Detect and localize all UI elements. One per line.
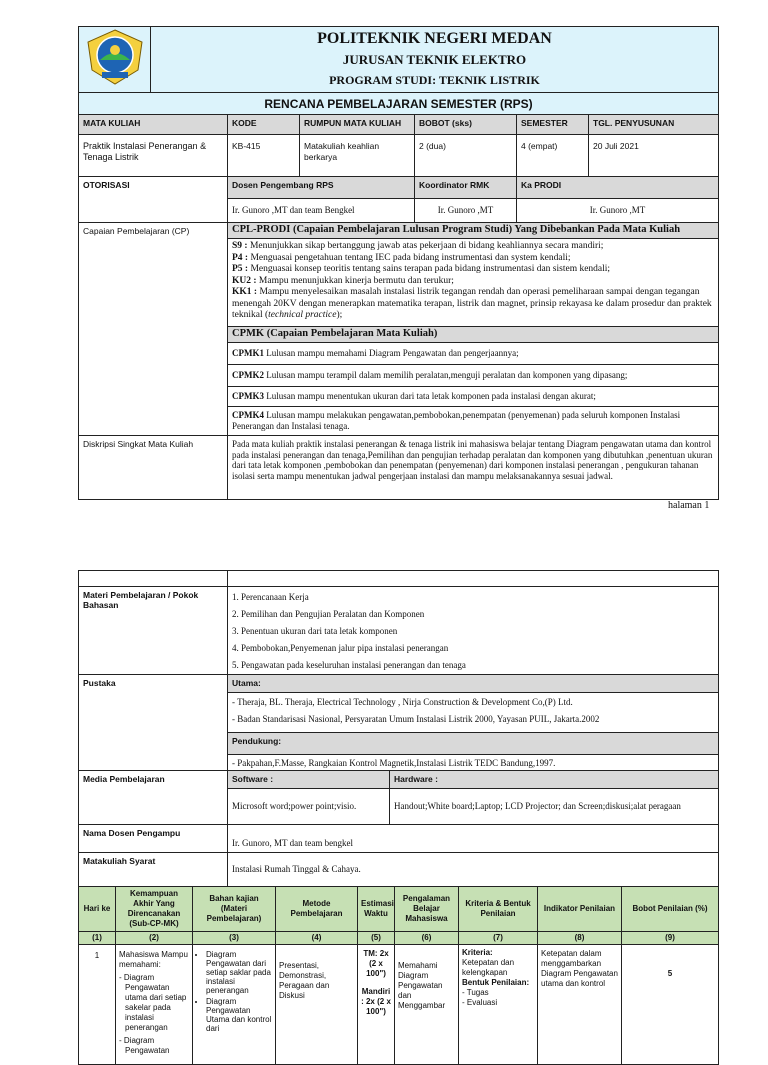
cpl-item-p5: P5 : Menguasai konsep teoritis tentang sains terapan pada bidang instrumentasi dan sistem kendali; bbox=[232, 264, 611, 274]
course-header-bobot: BOBOT (sks) bbox=[415, 115, 517, 135]
utama-item: - Badan Standarisasi Nasional, Persyaratan Umum Instalasi Listrik 2000, Yayasan PUIL, Jakarta.2002 bbox=[232, 714, 600, 724]
course-value-semester: 4 (empat) bbox=[517, 135, 589, 177]
course-value-tgl: 20 Juli 2021 bbox=[589, 135, 719, 177]
software-label: Software : bbox=[228, 771, 390, 789]
schedule-col-number: (3) bbox=[193, 932, 276, 945]
materi-item: 3. Penentuan ukuran dari tata letak komponen bbox=[232, 626, 398, 636]
cpmk-item-2: CPMK2 Lulusan mampu terampil dalam memilih peralatan,menguji peralatan dan komponen yang dipasang; bbox=[228, 364, 719, 386]
otorisasi-table bbox=[78, 176, 719, 223]
schedule-estimasi: TM: 2x (2 x 100") Mandiri : 2x (2 x 100") bbox=[358, 945, 395, 1065]
polmed-logo-icon bbox=[84, 28, 146, 86]
deskripsi-table bbox=[78, 435, 719, 500]
schedule-kemampuan: Mahasiswa Mampu memahami: - Diagram Pengawatan utama dari setiap sakelar pada instalasi penerangan - Diagram Pengawatan bbox=[116, 945, 193, 1065]
schedule-col-number: (8) bbox=[538, 932, 622, 945]
schedule-header: Hari ke bbox=[79, 887, 116, 932]
materi-item: 4. Pembobokan,Penyemenan jalur pipa instalasi penerangan bbox=[232, 643, 449, 653]
institution-name: POLITEKNIK NEGERI MEDAN bbox=[317, 30, 552, 47]
utama-label: Utama: bbox=[228, 675, 719, 693]
dosen-label: Nama Dosen Pengampu bbox=[79, 825, 228, 853]
materi-item: 1. Perencanaan Kerja bbox=[232, 592, 309, 602]
page2-table bbox=[78, 570, 719, 887]
dosen-value: Ir. Gunoro, MT dan team bengkel bbox=[228, 825, 719, 853]
syarat-value: Instalasi Rumah Tinggal & Cahaya. bbox=[228, 853, 719, 887]
role-koordinator: Koordinator RMK bbox=[415, 177, 517, 199]
schedule-indikator: Ketepatan dalam menggambarkan Diagram Pengawatan utama dan kontrol bbox=[538, 945, 622, 1065]
course-value-bobot: 2 (dua) bbox=[415, 135, 517, 177]
cpmk-title: CPMK (Capaian Pembelajaran Mata Kuliah) bbox=[228, 326, 719, 342]
course-value-rumpun: Matakuliah keahlian berkarya bbox=[300, 135, 415, 177]
cpmk-item-1: CPMK1 Lulusan mampu memahami Diagram Pengawatan dan pengerjaannya; bbox=[228, 342, 719, 364]
cpmk-item-4: CPMK4 Lulusan mampu melakukan pengawatan,pembobokan,penempatan (penyemenan) pada seluruh komponen Instalasi Penerangan dan Instalasi tenaga. bbox=[228, 406, 719, 435]
utama-item: - Theraja, BL. Theraja, Electrical Technology , Nirja Construction & Development Co,(P) Ltd. bbox=[232, 697, 573, 707]
schedule-header: Pengalaman Belajar Mahasiswa bbox=[395, 887, 459, 932]
cpmk-item-3: CPMK3 Lulusan mampu menentukan ukuran dari tata letak komponen pada instalasi dengan akurat; bbox=[228, 386, 719, 406]
syarat-label: Matakuliah Syarat bbox=[79, 853, 228, 887]
logo-cell bbox=[79, 27, 151, 93]
deskripsi-text: Pada mata kuliah praktik instalasi penerangan & tenaga listrik ini mahasiswa belajar tentang Diagram pengawatan utama dan kontrol pada instalasi penerangan dan tenaga,Pemilihan dan pengujian terhadap peralatan dan komponen yang dibutuhkan ,penentuan ukuran dari tata letak komponen ,pembobokan dan penempatan (penyemenan) dari komponen instalasi penerangan , pengukuran tahanan isolasi serta mampu menentukan jadwal pengerjaan instalasi dan mampu melaksanakannya sesuai jadwal. bbox=[228, 436, 719, 500]
schedule-col-number: (7) bbox=[459, 932, 538, 945]
pendukung-item: - Pakpahan,F.Masse, Rangkaian Kontrol Magnetik,Instalasi Listrik TEDC Bandung,1997. bbox=[228, 755, 719, 771]
institution-title-cell bbox=[151, 27, 719, 93]
cpl-title: CPL-PRODI (Capaian Pembelajaran Lulusan Program Studi) Yang Dibebankan Pada Mata Kuliah bbox=[228, 223, 719, 239]
schedule-col-number: (1) bbox=[79, 932, 116, 945]
schedule-bahan: • Diagram Pengawatan dari setiap saklar pada instalasi penerangan • Diagram Pengawatan Utama dan kontrol dari bbox=[193, 945, 276, 1065]
name-dosen-pengembang: Ir. Gunoro ,MT dan team Bengkel bbox=[228, 199, 415, 223]
rps-page-1 bbox=[78, 26, 719, 500]
software-value: Microsoft word;power point;visio. bbox=[228, 789, 390, 825]
materi-item: 2. Pemilihan dan Pengujian Peralatan dan Komponen bbox=[232, 609, 425, 619]
otorisasi-label: OTORISASI bbox=[79, 177, 228, 223]
schedule-header: Metode Pembelajaran bbox=[276, 887, 358, 932]
hardware-value: Handout;White board;Laptop; LCD Projector; dan Screen;diskusi;alat peragaan bbox=[390, 789, 719, 825]
role-dosen-pengembang: Dosen Pengembang RPS bbox=[228, 177, 415, 199]
schedule-day: 1 bbox=[79, 945, 116, 1065]
schedule-col-number: (4) bbox=[276, 932, 358, 945]
utama-list bbox=[228, 693, 719, 733]
cpl-item-p4: P4 : Menguasai pengetahuan tentang IEC pada bidang instrumentasi dan system kendali; bbox=[232, 252, 571, 263]
schedule-pengalaman: Memahami Diagram Pengawatan dan Menggambar bbox=[395, 945, 459, 1065]
cpl-list bbox=[228, 239, 719, 327]
schedule-header: Kriteria & Bentuk Penilaian bbox=[459, 887, 538, 932]
page-number: halaman 1 bbox=[668, 500, 710, 511]
schedule-col-number: (2) bbox=[116, 932, 193, 945]
schedule-header: Bahan kajian (Materi Pembelajaran) bbox=[193, 887, 276, 932]
schedule-table bbox=[78, 886, 719, 1065]
schedule-col-number: (6) bbox=[395, 932, 459, 945]
cp-table bbox=[78, 222, 719, 436]
course-header-semester: SEMESTER bbox=[517, 115, 589, 135]
schedule-header: Bobot Penilaian (%) bbox=[622, 887, 719, 932]
role-ka-prodi: Ka PRODI bbox=[517, 177, 719, 199]
schedule-header: Kemampuan Akhir Yang Direncanakan (Sub-CP-MK) bbox=[116, 887, 193, 932]
schedule-row bbox=[79, 945, 719, 1065]
course-value-mata-kuliah: Praktik Instalasi Penerangan & Tenaga Listrik bbox=[79, 135, 228, 177]
department-name: JURUSAN TEKNIK ELEKTRO bbox=[342, 52, 527, 67]
materi-list bbox=[228, 587, 719, 675]
name-koordinator: Ir. Gunoro ,MT bbox=[415, 199, 517, 223]
schedule-header: Estimasi Waktu bbox=[358, 887, 395, 932]
course-header-mata-kuliah: MATA KULIAH bbox=[79, 115, 228, 135]
course-value-kode: KB-415 bbox=[228, 135, 300, 177]
schedule-bobot: 5 bbox=[622, 945, 719, 1065]
cpl-item-kk1: KK1 : Mampu menyelesaikan masalah instalasi listrik tegangan rendah dan operasi pemeliharaan sampai dengan tegangan menengah 20KV dengan menerapkan matematika terapan, listrik dan magnet, prinsip rekayasa ke dalam prosedur dan praktek teknikal (technical practice); bbox=[232, 287, 712, 320]
document-title: RENCANA PEMBELAJARAN SEMESTER (RPS) bbox=[79, 93, 719, 115]
course-header-tgl: TGL. PENYUSUNAN bbox=[589, 115, 719, 135]
course-header-rumpun: RUMPUN MATA KULIAH bbox=[300, 115, 415, 135]
schedule-col-number: (9) bbox=[622, 932, 719, 945]
pustaka-label: Pustaka bbox=[79, 675, 228, 771]
header-table bbox=[78, 26, 719, 115]
cpl-item-s9: S9 : Menunjukkan sikap bertanggung jawab atas pekerjaan di bidang keahliannya secara mandiri; bbox=[232, 241, 604, 251]
cpl-item-ku2: KU2 : Mampu menunjukkan kinerja bermutu dan terukur; bbox=[232, 275, 454, 286]
materi-label: Materi Pembelajaran / Pokok Bahasan bbox=[79, 587, 228, 675]
deskripsi-label: Diskripsi Singkat Mata Kuliah bbox=[79, 436, 228, 500]
program-name: PROGRAM STUDI: TEKNIK LISTRIK bbox=[329, 73, 540, 87]
rps-page-2 bbox=[78, 570, 719, 1065]
media-label: Media Pembelajaran bbox=[79, 771, 228, 825]
hardware-label: Hardware : bbox=[390, 771, 719, 789]
schedule-col-number: (5) bbox=[358, 932, 395, 945]
name-ka-prodi: Ir. Gunoro ,MT bbox=[517, 199, 719, 223]
pendukung-label: Pendukung: bbox=[228, 733, 719, 755]
materi-item: 5. Pengawatan pada keseluruhan instalasi penerangan dan tenaga bbox=[232, 660, 466, 670]
course-table bbox=[78, 114, 719, 177]
cp-label: Capaian Pembelajaran (CP) bbox=[79, 223, 228, 436]
schedule-kriteria: Kriteria: Ketepatan dan kelengkapan Bentuk Penilaian: - Tugas - Evaluasi bbox=[459, 945, 538, 1065]
course-header-kode: KODE bbox=[228, 115, 300, 135]
schedule-header: Indikator Penilaian bbox=[538, 887, 622, 932]
schedule-metode: Presentasi, Demonstrasi, Peragaan dan Diskusi bbox=[276, 945, 358, 1065]
